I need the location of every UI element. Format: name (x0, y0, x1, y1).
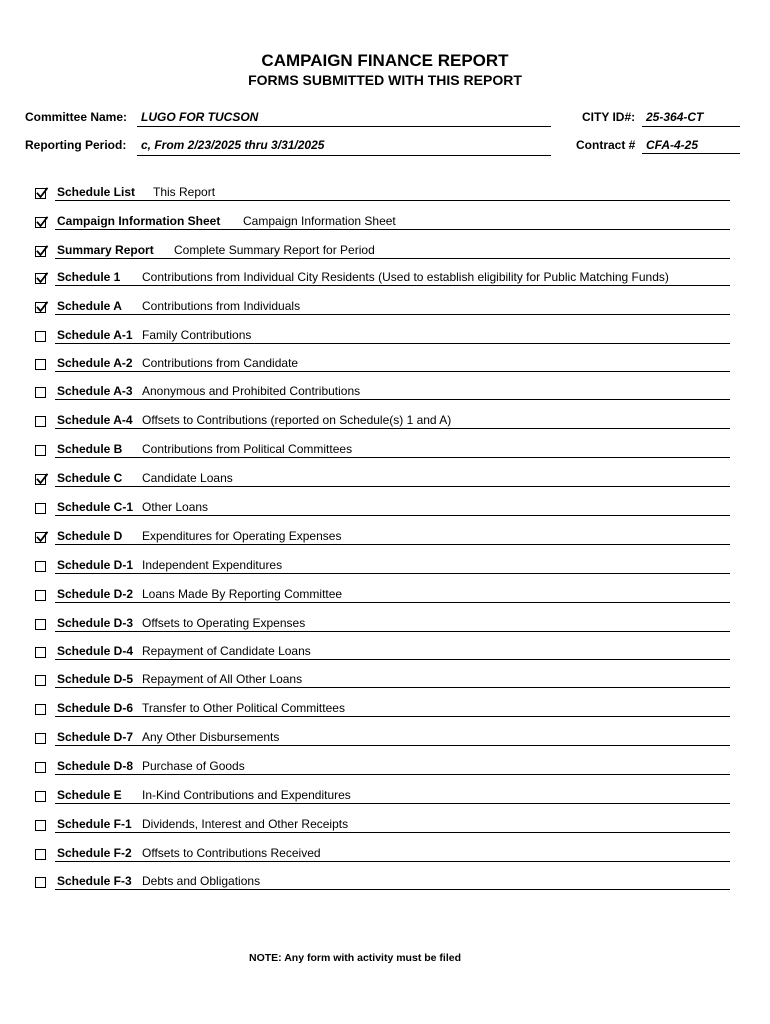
schedule-underline (55, 602, 730, 603)
schedule-description: Independent Expenditures (142, 558, 283, 572)
schedule-row (0, 817, 770, 849)
schedule-name: Schedule C (57, 471, 123, 485)
schedule-checkbox[interactable] (35, 619, 46, 630)
schedule-row (0, 701, 770, 733)
schedule-description: Campaign Information Sheet (243, 214, 396, 228)
schedule-checkbox[interactable] (35, 302, 46, 313)
filing-note: NOTE: Any form with activity must be filed (249, 952, 461, 964)
schedule-checkbox[interactable] (35, 246, 46, 257)
schedule-description: Candidate Loans (142, 471, 233, 485)
schedule-checkbox[interactable] (35, 532, 46, 543)
schedule-row (0, 529, 770, 561)
schedule-checkbox[interactable] (35, 188, 46, 199)
schedule-checkbox[interactable] (35, 647, 46, 658)
city-id-underline (642, 126, 740, 127)
schedule-row (0, 299, 770, 331)
schedule-checkbox[interactable] (35, 877, 46, 888)
schedule-row (0, 270, 770, 302)
schedule-row (0, 214, 770, 246)
checkmark-icon (35, 443, 49, 457)
schedule-underline (55, 774, 730, 775)
schedule-underline (55, 861, 730, 862)
checkmark-icon (35, 244, 49, 258)
schedule-underline (55, 745, 730, 746)
checkmark-icon (35, 385, 49, 399)
checkmark-icon (35, 300, 49, 314)
schedule-underline (55, 573, 730, 574)
schedule-underline (55, 428, 730, 429)
schedule-name: Schedule D-7 (57, 730, 134, 744)
schedule-description: Loans Made By Reporting Committee (142, 587, 343, 601)
schedule-row (0, 442, 770, 474)
schedule-description: Complete Summary Report for Period (174, 243, 375, 257)
schedule-name: Schedule C-1 (57, 500, 134, 514)
contract-value[interactable]: CFA-4-25 (646, 138, 699, 152)
schedule-checkbox[interactable] (35, 849, 46, 860)
schedule-row (0, 788, 770, 820)
schedule-name: Schedule A-1 (57, 328, 133, 342)
schedule-name: Schedule D-2 (57, 587, 134, 601)
schedule-underline (55, 371, 730, 372)
schedule-underline (55, 285, 730, 286)
schedule-description: Repayment of All Other Loans (142, 672, 303, 686)
schedule-name: Schedule D-5 (57, 672, 134, 686)
schedule-underline (55, 457, 730, 458)
schedule-row (0, 587, 770, 619)
schedule-name: Schedule D-6 (57, 701, 134, 715)
schedule-underline (55, 399, 730, 400)
schedule-underline (55, 631, 730, 632)
schedule-underline (55, 716, 730, 717)
report-subtitle: FORMS SUBMITTED WITH THIS REPORT (248, 72, 522, 88)
checkmark-icon (35, 501, 49, 515)
checkmark-icon (35, 702, 49, 716)
schedule-underline (55, 832, 730, 833)
checkmark-icon (35, 588, 49, 602)
schedule-description: Anonymous and Prohibited Contributions (142, 384, 361, 398)
reporting-period-value[interactable]: c, From 2/23/2025 thru 3/31/2025 (141, 138, 325, 152)
schedule-description: Contributions from Individual City Residents (Used to establish eligibility for Public Matching Funds) (142, 270, 669, 284)
schedule-underline (55, 889, 730, 890)
checkmark-icon (35, 731, 49, 745)
schedule-description: Family Contributions (142, 328, 252, 342)
schedule-name: Campaign Information Sheet (57, 214, 221, 228)
schedule-name: Schedule D (57, 529, 123, 543)
schedule-row (0, 471, 770, 503)
checkmark-icon (35, 875, 49, 889)
checkmark-icon (35, 818, 49, 832)
reporting-period-label: Reporting Period: (25, 138, 127, 152)
schedule-row (0, 874, 770, 906)
city-id-value[interactable]: 25-364-CT (646, 110, 704, 124)
schedule-checkbox[interactable] (35, 387, 46, 398)
schedule-name: Schedule D-4 (57, 644, 134, 658)
schedule-description: Purchase of Goods (142, 759, 245, 773)
schedule-underline (55, 659, 730, 660)
schedule-underline (55, 343, 730, 344)
schedule-checkbox[interactable] (35, 675, 46, 686)
schedule-underline (55, 515, 730, 516)
checkmark-icon (35, 559, 49, 573)
schedule-description: Dividends, Interest and Other Receipts (142, 817, 349, 831)
schedule-underline (55, 314, 730, 315)
schedule-name: Schedule F-1 (57, 817, 132, 831)
checkmark-icon (35, 617, 49, 631)
schedule-checkbox[interactable] (35, 273, 46, 284)
schedule-checkbox[interactable] (35, 820, 46, 831)
schedule-description: Contributions from Individuals (142, 299, 301, 313)
checkmark-icon (35, 673, 49, 687)
schedule-row (0, 384, 770, 416)
schedule-description: Transfer to Other Political Committees (142, 701, 345, 715)
schedule-underline (55, 687, 730, 688)
schedule-description: Contributions from Political Committees (142, 442, 353, 456)
schedule-name: Schedule A-4 (57, 413, 133, 427)
schedule-checkbox[interactable] (35, 590, 46, 601)
schedule-name: Schedule 1 (57, 270, 121, 284)
checkmark-icon (35, 760, 49, 774)
schedule-checkbox[interactable] (35, 331, 46, 342)
schedule-description: Offsets to Contributions (reported on Schedule(s) 1 and A) (142, 413, 452, 427)
checkmark-icon (35, 847, 49, 861)
checkmark-icon (35, 271, 49, 285)
schedule-underline (55, 229, 730, 230)
schedule-name: Schedule A (57, 299, 122, 313)
checkmark-icon (35, 645, 49, 659)
schedule-name: Schedule E (57, 788, 122, 802)
schedule-row (0, 185, 770, 217)
schedule-name: Summary Report (57, 243, 154, 257)
schedule-name: Schedule D-8 (57, 759, 134, 773)
schedule-checkbox[interactable] (35, 561, 46, 572)
city-id-label: CITY ID#: (582, 110, 636, 124)
schedule-name: Schedule List (57, 185, 136, 199)
schedule-description: Offsets to Operating Expenses (142, 616, 306, 630)
schedule-checkbox[interactable] (35, 474, 46, 485)
schedule-description: Any Other Disbursements (142, 730, 280, 744)
checkmark-icon (35, 530, 49, 544)
schedule-checkbox[interactable] (35, 503, 46, 514)
committee-name-underline (137, 126, 551, 127)
schedule-underline (55, 544, 730, 545)
schedule-description: Contributions from Candidate (142, 356, 299, 370)
schedule-checkbox[interactable] (35, 445, 46, 456)
schedule-underline (55, 486, 730, 487)
checkmark-icon (35, 414, 49, 428)
schedule-name: Schedule F-3 (57, 874, 132, 888)
schedule-description: Expenditures for Operating Expenses (142, 529, 342, 543)
contract-underline (642, 153, 740, 154)
committee-name-value[interactable]: LUGO FOR TUCSON (141, 110, 259, 124)
schedule-description: This Report (153, 185, 216, 199)
committee-name-label: Committee Name: (25, 110, 128, 124)
schedule-description: Repayment of Candidate Loans (142, 644, 311, 658)
schedule-checkbox[interactable] (35, 791, 46, 802)
schedule-row (0, 730, 770, 762)
schedule-row (0, 759, 770, 791)
schedule-name: Schedule D-1 (57, 558, 134, 572)
schedule-checkbox[interactable] (35, 733, 46, 744)
schedule-checkbox[interactable] (35, 416, 46, 427)
schedule-checkbox[interactable] (35, 359, 46, 370)
schedule-underline (55, 258, 730, 259)
checkmark-icon (35, 329, 49, 343)
schedule-description: Other Loans (142, 500, 209, 514)
report-title: CAMPAIGN FINANCE REPORT (261, 51, 509, 70)
schedule-row (0, 500, 770, 532)
schedule-row (0, 672, 770, 704)
schedule-row (0, 413, 770, 445)
checkmark-icon (35, 186, 49, 200)
schedule-checkbox[interactable] (35, 704, 46, 715)
schedule-name: Schedule D-3 (57, 616, 134, 630)
schedule-name: Schedule A-3 (57, 384, 133, 398)
schedule-row (0, 558, 770, 590)
schedule-checkbox[interactable] (35, 762, 46, 773)
checkmark-icon (35, 357, 49, 371)
checkmark-icon (35, 789, 49, 803)
reporting-period-underline (137, 155, 551, 156)
checkmark-icon (35, 215, 49, 229)
schedule-underline (55, 803, 730, 804)
schedule-description: Offsets to Contributions Received (142, 846, 321, 860)
schedule-description: In-Kind Contributions and Expenditures (142, 788, 351, 802)
schedule-checkbox[interactable] (35, 217, 46, 228)
schedule-name: Schedule B (57, 442, 123, 456)
schedule-name: Schedule F-2 (57, 846, 132, 860)
schedule-description: Debts and Obligations (142, 874, 261, 888)
schedule-underline (55, 200, 730, 201)
checkmark-icon (35, 472, 49, 486)
schedule-name: Schedule A-2 (57, 356, 133, 370)
contract-label: Contract # (576, 138, 636, 152)
